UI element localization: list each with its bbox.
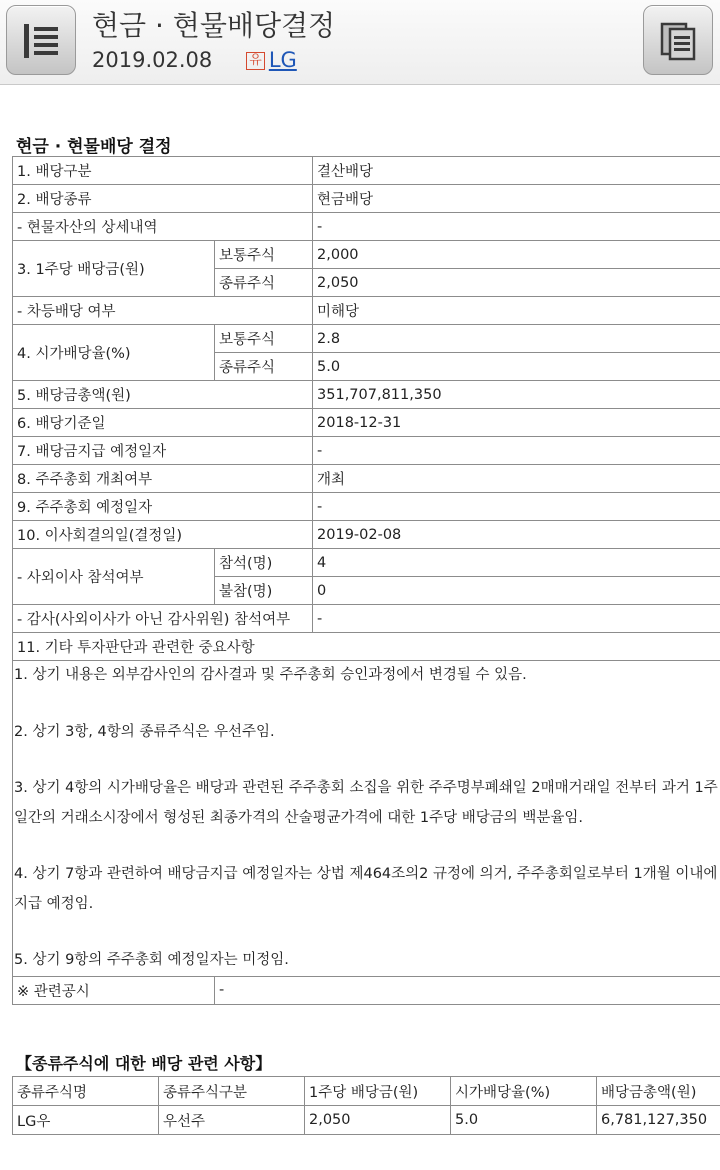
row-value: - xyxy=(313,437,720,465)
notes-cell xyxy=(13,661,720,977)
row-label: 1. 배당구분 xyxy=(13,157,313,185)
row-label: 3. 1주당 배당금(원) xyxy=(13,241,215,297)
row-value: 0 xyxy=(313,577,720,605)
section-title: 현금 · 현물배당 결정 xyxy=(16,137,172,157)
row-sublabel: 불참(명) xyxy=(215,577,313,605)
row-label: - 차등배당 여부 xyxy=(13,297,313,325)
row-sublabel: 보통주식 xyxy=(215,241,313,269)
row-value: 현금배당 xyxy=(313,185,720,213)
table-row xyxy=(13,633,720,661)
table-row xyxy=(13,157,720,185)
row-label: ※ 관련공시 xyxy=(13,976,215,1004)
column-header: 종류주식명 xyxy=(13,1077,159,1106)
row-sublabel: 보통주식 xyxy=(215,325,313,353)
row-label: 11. 기타 투자판단과 관련한 중요사항 xyxy=(13,633,720,661)
table-row xyxy=(13,213,720,241)
table-row xyxy=(13,241,720,269)
table-row xyxy=(13,381,720,409)
note-1: 1. 상기 내용은 외부감사인의 감사결과 및 주주총회 승인과정에서 변경될 수 있음. xyxy=(14,667,527,683)
page-title: 현금 · 현물배당결정 xyxy=(92,9,336,42)
column-header: 시가배당율(%) xyxy=(451,1077,597,1106)
market-badge: 유 xyxy=(246,52,265,70)
note-2: 2. 상기 3항, 4항의 종류주식은 우선주임. xyxy=(14,723,275,740)
row-value: 2,000 xyxy=(313,241,720,269)
table-cell: 2,050 xyxy=(305,1106,451,1135)
table-row xyxy=(13,325,720,353)
table-row xyxy=(13,521,720,549)
row-sublabel: 종류주식 xyxy=(215,353,313,381)
row-value: - xyxy=(313,213,720,241)
dividend-table xyxy=(12,156,720,1005)
row-label: 9. 주주총회 예정일자 xyxy=(13,493,313,521)
row-value: 2019-02-08 xyxy=(313,521,720,549)
table-cell: 6,781,127,350 xyxy=(597,1106,720,1135)
row-label: 5. 배당금총액(원) xyxy=(13,381,313,409)
note-4-cont: 지급 예정임. xyxy=(14,895,94,912)
row-label: 2. 배당종류 xyxy=(13,185,313,213)
row-sublabel: 참석(명) xyxy=(215,549,313,577)
documents-icon xyxy=(659,21,699,61)
row-label: 8. 주주총회 개최여부 xyxy=(13,465,313,493)
row-label: - 감사(사외이사가 아닌 감사위원) 참석여부 xyxy=(13,605,313,633)
row-value: 미해당 xyxy=(313,297,720,325)
column-header: 배당금총액(원) xyxy=(597,1077,720,1106)
table-row xyxy=(13,297,720,325)
row-label: 4. 시가배당율(%) xyxy=(13,325,215,381)
preferred-stock-table xyxy=(12,1076,720,1135)
row-value: 개최 xyxy=(313,465,720,493)
table-header-row xyxy=(13,1077,720,1106)
row-value: - xyxy=(215,976,720,1004)
row-label: 6. 배당기준일 xyxy=(13,409,313,437)
disclosure-date: 2019.02.08 xyxy=(92,48,213,72)
row-label: 10. 이사회결의일(결정일) xyxy=(13,521,313,549)
row-value: 2.8 xyxy=(313,325,720,353)
note-5: 5. 상기 9항의 주주총회 예정일자는 미정임. xyxy=(14,952,289,968)
note-3-cont: 일간의 거래소시장에서 형성된 최종가격의 산술평균가격에 대한 1주당 배당금의 백분율임. xyxy=(14,809,583,826)
row-label: - 사외이사 참석여부 xyxy=(13,549,215,605)
note-4: 4. 상기 7항과 관련하여 배당금지급 예정일자는 상법 제464조의2 규정에 의거, 주주총회일로부터 1개월 이내에 xyxy=(14,866,718,882)
table-row xyxy=(13,976,720,1004)
list-menu-icon xyxy=(22,21,62,61)
row-value: 2018-12-31 xyxy=(313,409,720,437)
column-header: 1주당 배당금(원) xyxy=(305,1077,451,1106)
table-row xyxy=(13,437,720,465)
documents-button[interactable] xyxy=(643,5,713,75)
row-label: 7. 배당금지급 예정일자 xyxy=(13,437,313,465)
menu-button[interactable] xyxy=(6,5,76,75)
row-value: - xyxy=(313,493,720,521)
row-value: 결산배당 xyxy=(313,157,720,185)
table-cell: 우선주 xyxy=(159,1106,305,1135)
company-link[interactable]: LG xyxy=(268,48,297,72)
table-cell: LG우 xyxy=(13,1106,159,1135)
app-header xyxy=(0,0,720,85)
notes-row xyxy=(13,661,720,977)
row-value: 5.0 xyxy=(313,353,720,381)
table-row xyxy=(13,185,720,213)
table-row xyxy=(13,409,720,437)
table-row xyxy=(13,605,720,633)
table-row xyxy=(13,1106,720,1135)
row-value: 4 xyxy=(313,549,720,577)
header-subline xyxy=(92,48,297,72)
row-value: - xyxy=(313,605,720,633)
table-cell: 5.0 xyxy=(451,1106,597,1135)
preferred-section-title: 【종류주식에 대한 배당 관련 사항】 xyxy=(16,1054,272,1073)
row-label: - 현물자산의 상세내역 xyxy=(13,213,313,241)
row-sublabel: 종류주식 xyxy=(215,269,313,297)
table-row xyxy=(13,465,720,493)
column-header: 종류주식구분 xyxy=(159,1077,305,1106)
row-value: 351,707,811,350 xyxy=(313,381,720,409)
table-row xyxy=(13,549,720,577)
table-row xyxy=(13,493,720,521)
row-value: 2,050 xyxy=(313,269,720,297)
note-3: 3. 상기 4항의 시가배당율은 배당과 관련된 주주총회 소집을 위한 주주명부폐쇄일 2매매거래일 전부터 과거 1주 xyxy=(14,780,718,796)
